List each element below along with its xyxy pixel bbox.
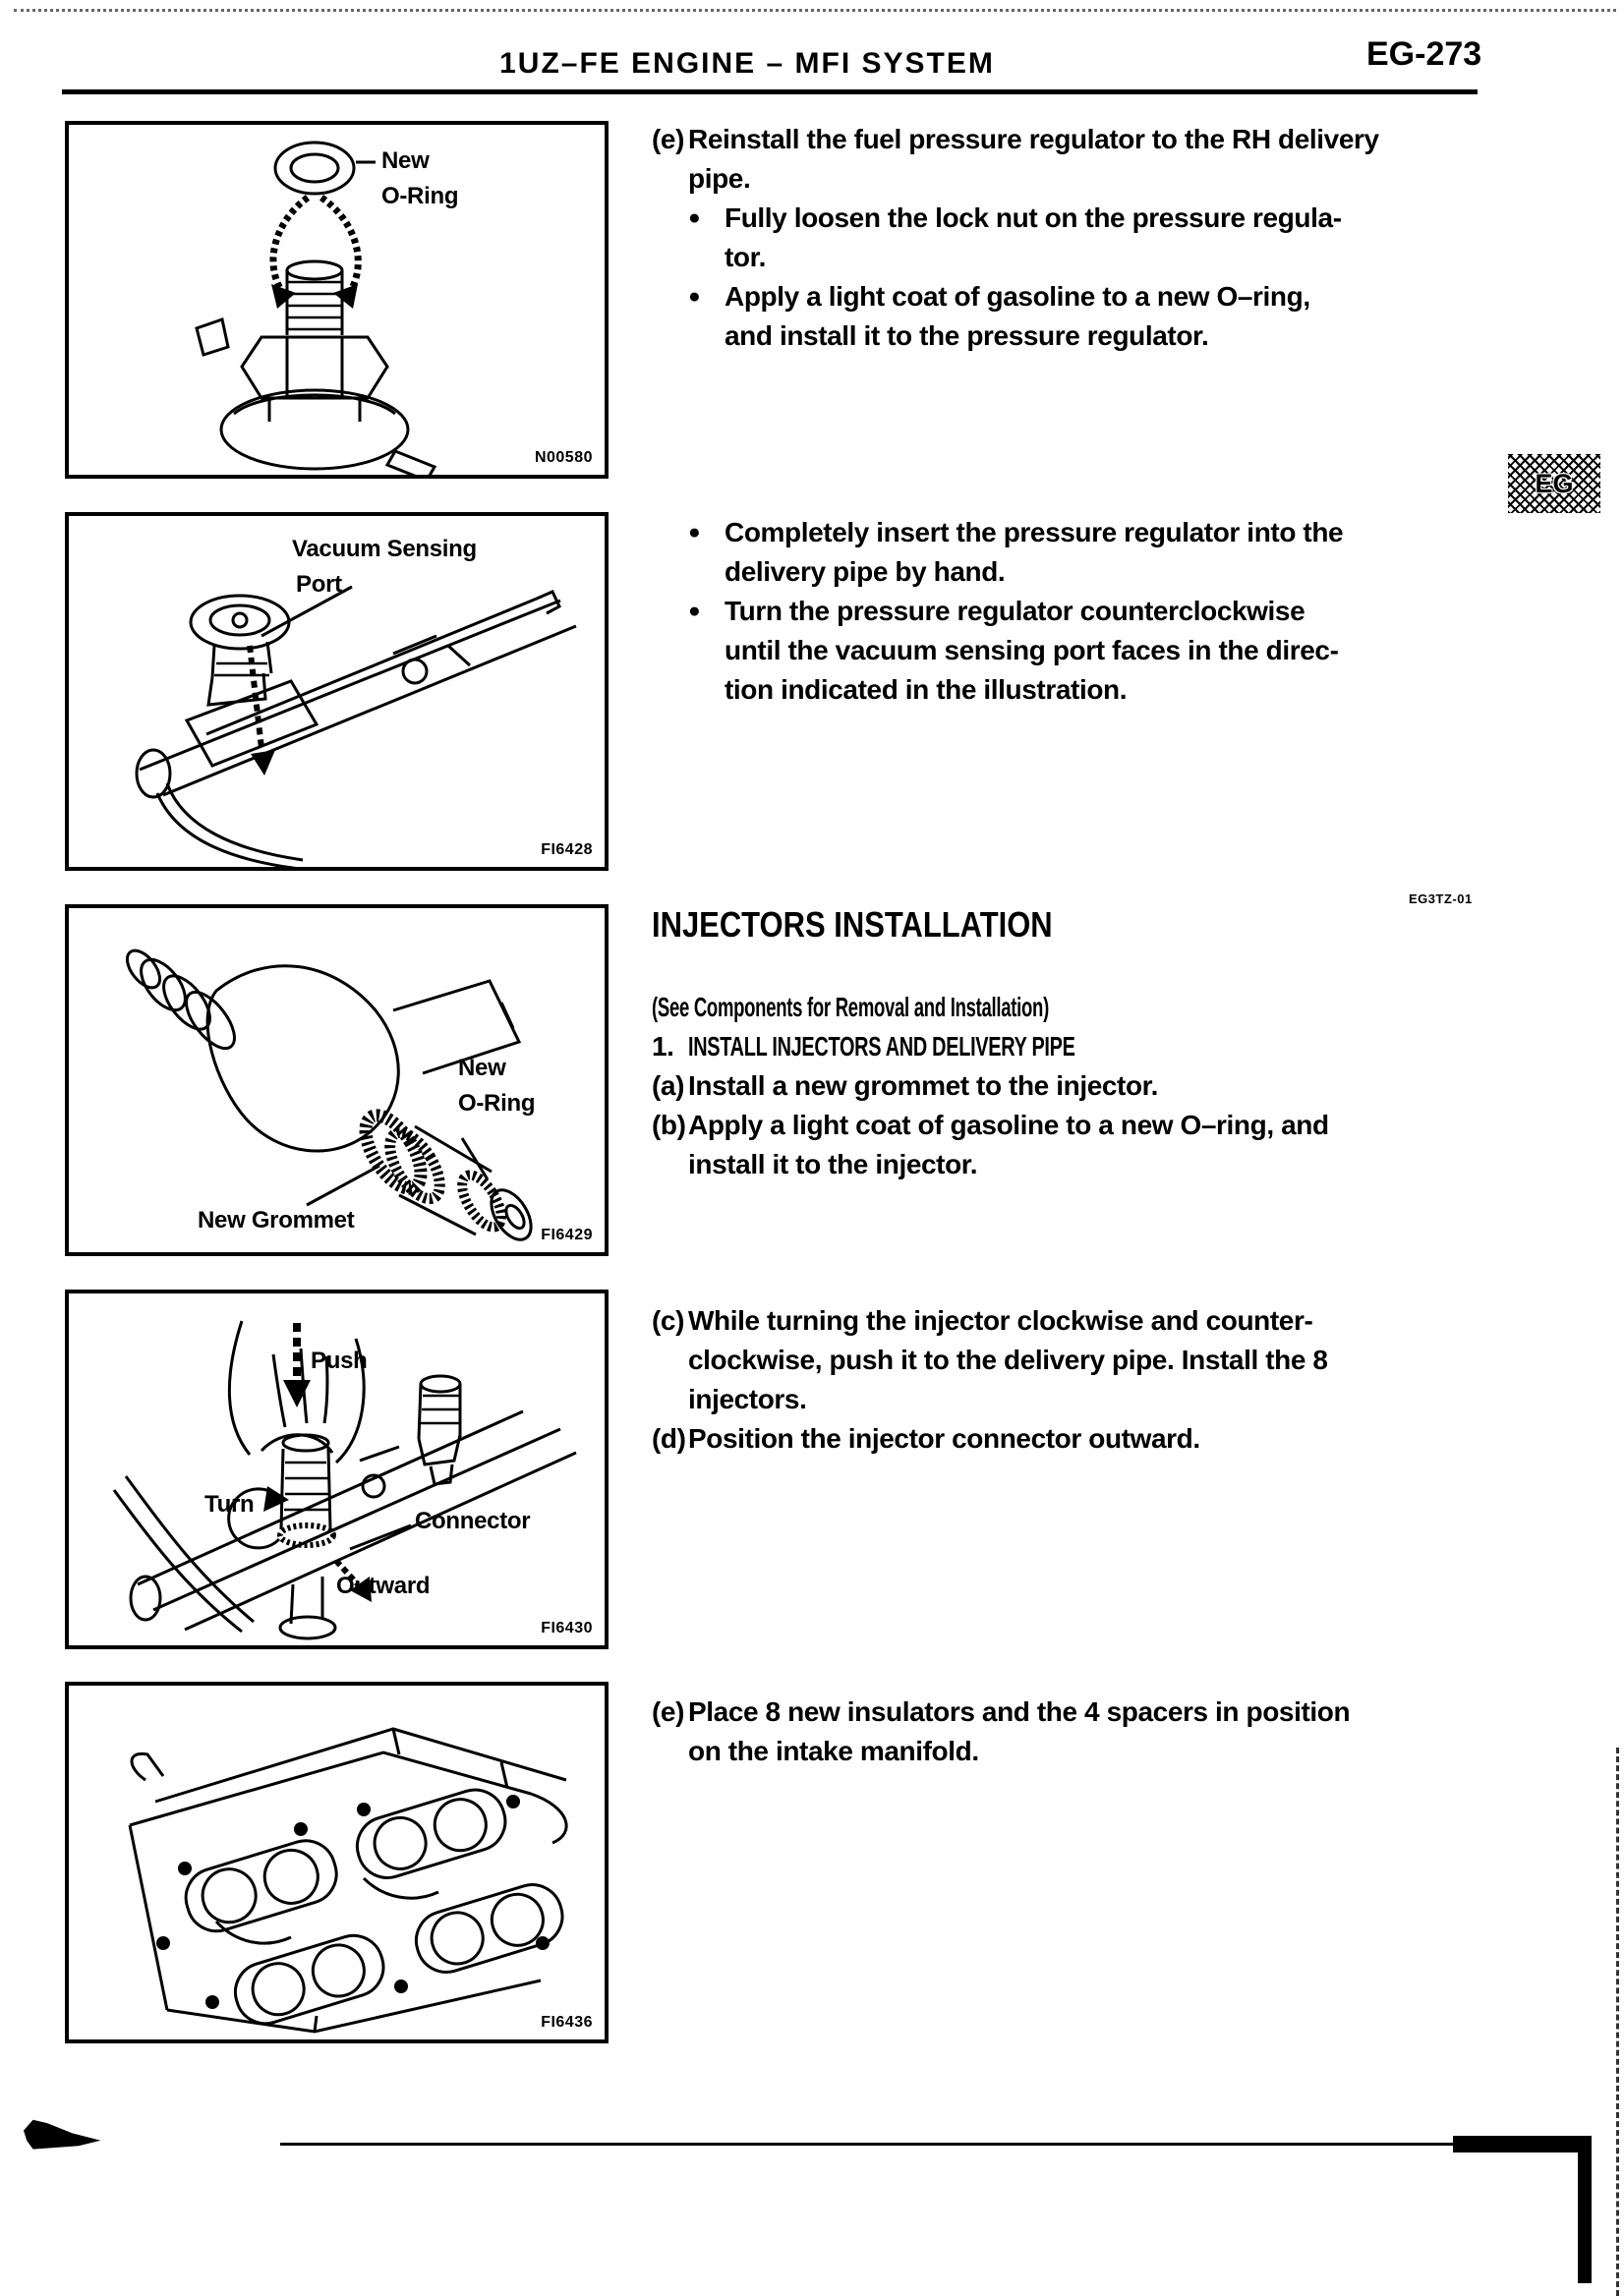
figure-label-outward: Outward: [336, 1573, 431, 1599]
step-text-line: Place 8 new insulators and the 4 spacers in position: [688, 1696, 1351, 1727]
scan-artifact-bottom-bar: [1453, 2136, 1591, 2152]
figure-label-vacuum-sensing: Vacuum Sensing: [292, 536, 477, 562]
bullet-text-line: Completely insert the pressure regulator into the: [725, 517, 1344, 547]
step-text-line: clockwise, push it to the delivery pipe. Install the 8: [688, 1345, 1328, 1375]
figure-label-port: Port: [296, 571, 342, 598]
figure-label-new-grommet: New Grommet: [198, 1207, 355, 1234]
bullet-icon: ●: [688, 285, 701, 308]
figure-vacuum-sensing-port: [65, 512, 609, 871]
step-text-line: Reinstall the fuel pressure regulator to the RH delivery: [688, 124, 1379, 154]
bullet-icon: ●: [688, 206, 701, 229]
section-heading: INJECTORS INSTALLATION: [652, 904, 1053, 945]
bullet-text-line: tor.: [725, 242, 766, 272]
figure-label-turn: Turn: [204, 1491, 255, 1518]
step-text-line: install it to the injector.: [688, 1149, 978, 1179]
figure-code: FI6430: [541, 1620, 593, 1636]
step-text-line: pipe.: [688, 163, 751, 194]
section-tab-eg: [1508, 454, 1600, 513]
figure-code: N00580: [534, 449, 593, 466]
bullet-text-line: tion indicated in the illustration.: [725, 674, 1128, 705]
figure-label-o-ring: O-Ring: [458, 1090, 536, 1117]
scan-artifact-corner-bar: [1578, 2136, 1592, 2283]
step-marker: (a): [652, 1070, 685, 1101]
pressure-regulator-drawing: [69, 125, 605, 475]
scan-artifact-top-dotted-line: [14, 9, 1616, 12]
figure-code: FI6428: [541, 841, 593, 858]
figure-label-new: New: [381, 147, 430, 174]
figure-intake-manifold: [65, 1682, 609, 2043]
step1-title: INSTALL INJECTORS AND DELIVERY PIPE: [688, 1031, 1075, 1062]
figure-label-connector: Connector: [415, 1508, 531, 1534]
step-marker: (e): [652, 124, 685, 154]
page-header-title: 1UZ–FE ENGINE – MFI SYSTEM: [499, 47, 995, 80]
scan-artifact-ink-blob: [24, 2117, 102, 2151]
step-text-line: injectors.: [688, 1384, 807, 1414]
header-rule: [62, 89, 1478, 94]
step1-number: 1.: [652, 1031, 674, 1062]
scan-artifact-right-dashed-line: [1616, 1748, 1619, 2296]
bullet-text-line: and install it to the pressure regulator.: [725, 320, 1209, 351]
page-number: EG-273: [1366, 35, 1482, 73]
bullet-icon: ●: [688, 600, 701, 622]
figure-label-push: Push: [311, 1348, 368, 1374]
bullet-text-line: Fully loosen the lock nut on the pressure regula-: [725, 202, 1342, 233]
figure-label-o-ring: O-Ring: [381, 183, 459, 209]
step-text-line: Apply a light coat of gasoline to a new O–ring, and: [688, 1110, 1329, 1140]
injector-drawing: [69, 908, 605, 1252]
section-tab-label: EG: [1535, 468, 1574, 498]
step-text-line: on the intake manifold.: [688, 1736, 979, 1766]
bullet-text-line: Apply a light coat of gasoline to a new O–ring,: [725, 281, 1310, 312]
figure-label-new: New: [458, 1055, 506, 1081]
figure-injector-install: [65, 1290, 609, 1649]
see-components-note: (See Components for Removal and Installation): [652, 992, 1049, 1022]
step-marker: (c): [652, 1305, 685, 1336]
step-text-line: While turning the injector clockwise and counter-: [688, 1305, 1313, 1336]
step-text-line: Position the injector connector outward.: [688, 1423, 1200, 1454]
bullet-text-line: until the vacuum sensing port faces in the direc-: [725, 635, 1339, 665]
figure-code: FI6436: [541, 2014, 593, 2031]
figure-pressure-regulator: [65, 121, 609, 479]
step-marker: (d): [652, 1423, 686, 1454]
bullet-icon: ●: [688, 521, 701, 544]
step-marker: (e): [652, 1696, 685, 1727]
figure-injector: [65, 904, 609, 1256]
section-ref-code: EG3TZ-01: [1409, 891, 1473, 906]
scan-artifact-bottom-line: [280, 2143, 1460, 2146]
step-text-line: Install a new grommet to the injector.: [688, 1070, 1158, 1101]
bullet-text-line: delivery pipe by hand.: [725, 556, 1006, 587]
step-marker: (b): [652, 1110, 686, 1140]
intake-manifold-drawing: [69, 1686, 605, 2039]
bullet-text-line: Turn the pressure regulator counterclockwise: [725, 596, 1305, 626]
figure-code: FI6429: [541, 1227, 593, 1243]
